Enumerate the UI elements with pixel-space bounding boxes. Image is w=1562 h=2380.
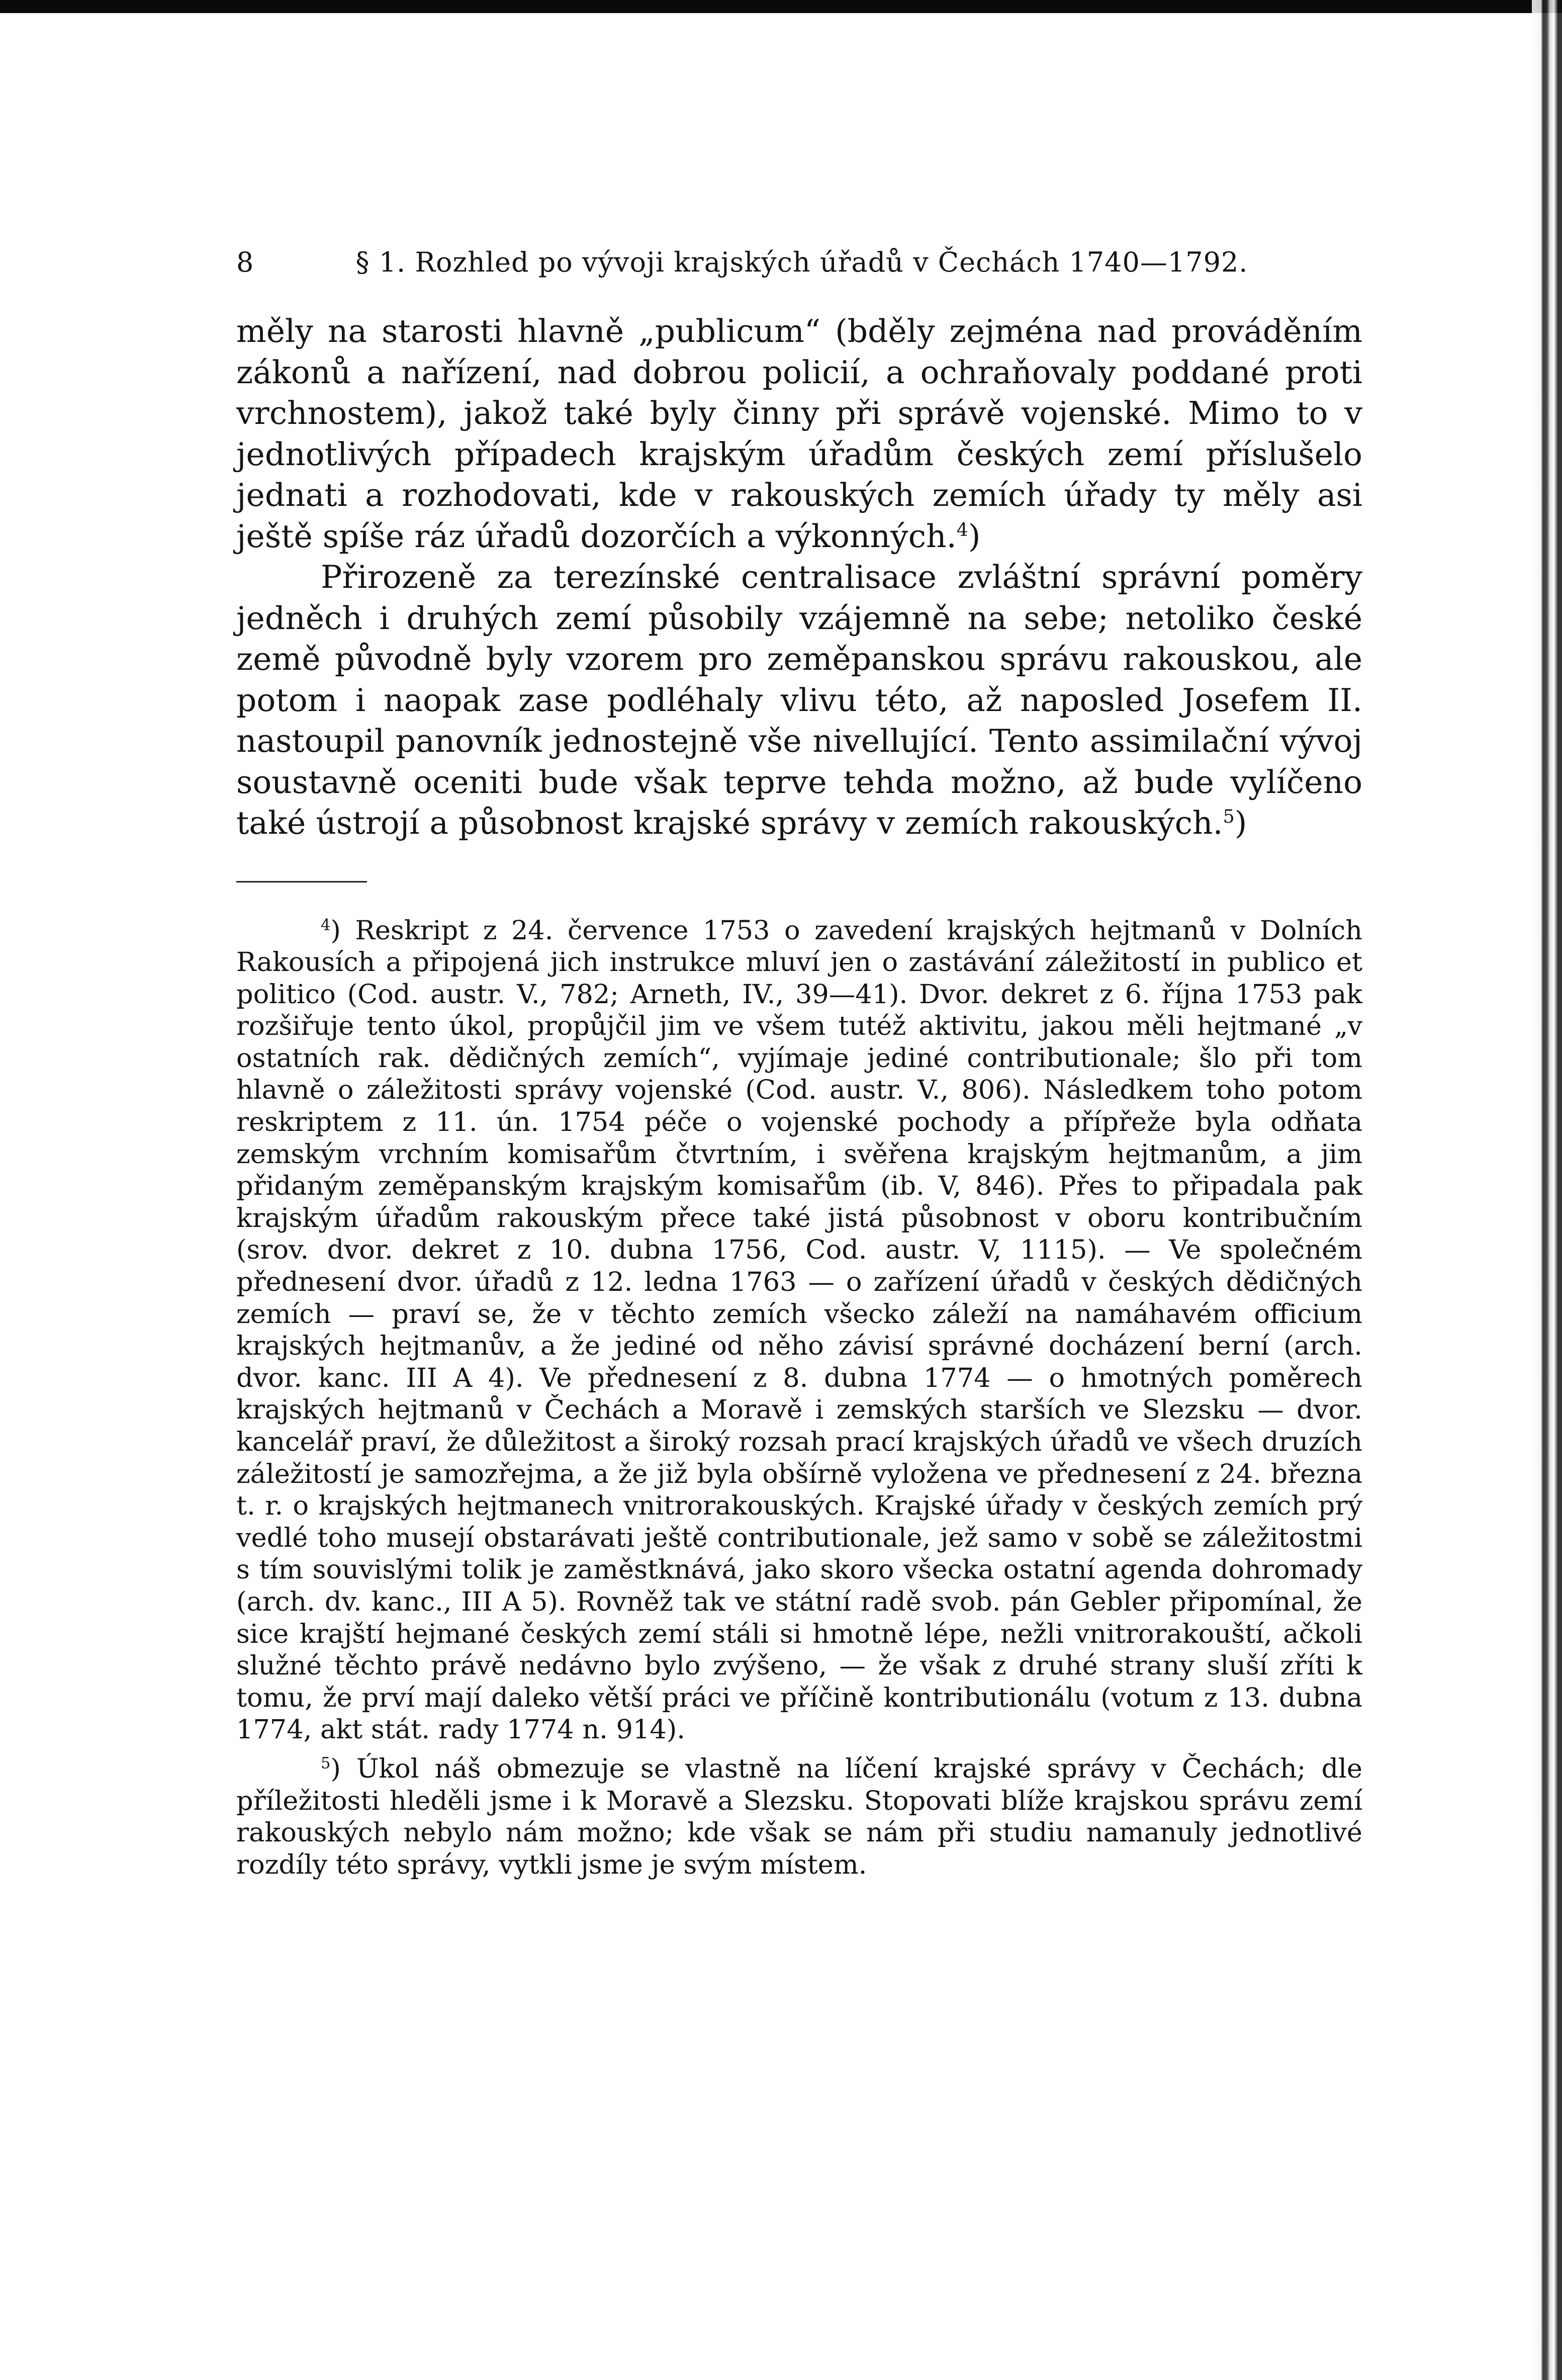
running-head-title: § 1. Rozhled po vývoji krajských úřadů v Čechách 1740—1792.: [355, 246, 1248, 278]
paragraph-2-closing: ): [1234, 805, 1247, 841]
footnote-5-marker: 5: [321, 1754, 331, 1773]
footnote-separator: [236, 881, 367, 883]
scan-right-border: [1532, 0, 1562, 2380]
paragraph-1-closing: ): [968, 517, 981, 555]
main-text: [236, 311, 1362, 844]
footnote-4-text: ) Reskript z 24. července 1753 o zavedení krajských hejtmanů v Dolních Rakousích a připojená jich instrukce mluví jen o zastávání záležitostí in publico et politico (Cod. austr. V., 782; Arneth, IV., 39—41). Dvor. dekret z 6. října 1753 pak rozšiřuje tento úkol, propůjčil jim ve všem tutéž aktivitu, jakou měli hejtmané „v ostatních rak. dědičných zemích“, vyjímaje jediné contributionale; šlo při tom hlavně o záležitosti správy vojenské (Cod. austr. V., 806). Následkem toho potom reskriptem z 11. ún. 1754 péče o vojenské pochody a přípřeže byla odňata zemským vrchním komisařům čtvrtním, i svěřena krajským hejtmanům, a jim přidaným zeměpanským krajským komisařům (ib. V, 846). Přes to připadala pak krajským úřadům rakouským přece také jistá působnost v oboru kontribučním (srov. dvor. dekret z 10. dubna 1756, Cod. austr. V, 1115). — Ve společném přednesení dvor. úřadů z 12. ledna 1763 — o zařízení úřadů v českých dědičných zemích — praví se, že v těchto zemích všecko záleží na namáhavém officium krajských hejtmanův, a že jediné od něho závisí správné docházení berní (arch. dvor. kanc. III A 4). Ve přednesení z 8. dubna 1774 — o hmotných poměrech krajských hejtmanů v Čechách a Moravě i zemských starších ve Slezsku — dvor. kancelář praví, že důležitost a široký rozsah prací krajských úřadů ve všech druzích záležitostí je samozřejma, a že již byla obšírně vyložena ve přednesení z 24. března t. r. o krajských hejtmanech vnitrorakouských. Krajské úřady v českých zemích prý vedlé toho musejí obstarávati ještě contributionale, jež samo v sobě se záležitostmi s tím souvislými tolik je zaměstknává, jako skoro všecka ostatní agenda dohromady (arch. dv. kanc., III A 5). Rovněž tak ve státní radě svob. pán Gebler připomínal, že sice krajští hejmané českých zemí stáli si hmotně lépe, nežli vnitrorakouští, ačkoli služné těchto právě nedávno bylo zvýšeno, — že však z druhé strany sluší zříti k tomu, že prví mají daleko větší práci ve příčině kontributionálu (votum z 13. dubna 1774, akt stát. rady 1774 n. 914).: [236, 915, 1362, 1745]
book-page: [236, 246, 1362, 1888]
footnote-5-text: ) Úkol náš obmezuje se vlastně na líčení krajské správy v Čechách; dle příležitosti hleděli jsme i k Moravě a Slezsku. Stopovati blíže krajskou správu zemí rakouských nebylo nám možno; kde však se nám při studiu namanuly jednotlivé rozdíly této správy, vytkli jsme je svým místem.: [236, 1753, 1362, 1880]
paragraph-1-text: měly na starosti hlavně „publicum“ (bděly zejména nad prováděním zákonů a nařízení, nad dobrou policií, a ochraňovaly poddané proti vrchnostem), jakož také byly činny při správě vojenské. Mimo to v jednotlivých případech krajským úřadům českých zemí příslušelo jednati a rozhodovati, kde v rakouských zemích úřady ty měly asi ještě spíše ráz úřadů dozorčích a výkonných.: [236, 313, 1362, 555]
footnote-5: [236, 1753, 1362, 1881]
paragraph-2-text: Přirozeně za terezínské centralisace zvláštní správní poměry jedněch i druhých zemí působily vzájemně na sebe; netoliko české země původně byly vzorem pro zeměpanskou správu rakouskou, ale potom i naopak zase podléhaly vlivu této, až naposled Josefem II. nastoupil panovník jednostejně vše nivellující. Tento assimilační vývoj soustavně oceniti bude však teprve tehda možno, až bude vylíčeno také ústrojí a působnost krajské správy v zemích rakouských.: [236, 559, 1362, 841]
page-number: 8: [236, 246, 254, 278]
scan-top-border: [0, 0, 1562, 13]
footnotes: [236, 915, 1362, 1881]
footnote-4-marker: 4: [321, 916, 331, 934]
footnote-ref-4: 4: [956, 518, 968, 541]
running-head: [236, 246, 1362, 282]
paragraph-2: [236, 557, 1362, 844]
paragraph-1: [236, 311, 1362, 557]
footnote-ref-5: 5: [1223, 806, 1235, 827]
footnote-4: [236, 915, 1362, 1746]
